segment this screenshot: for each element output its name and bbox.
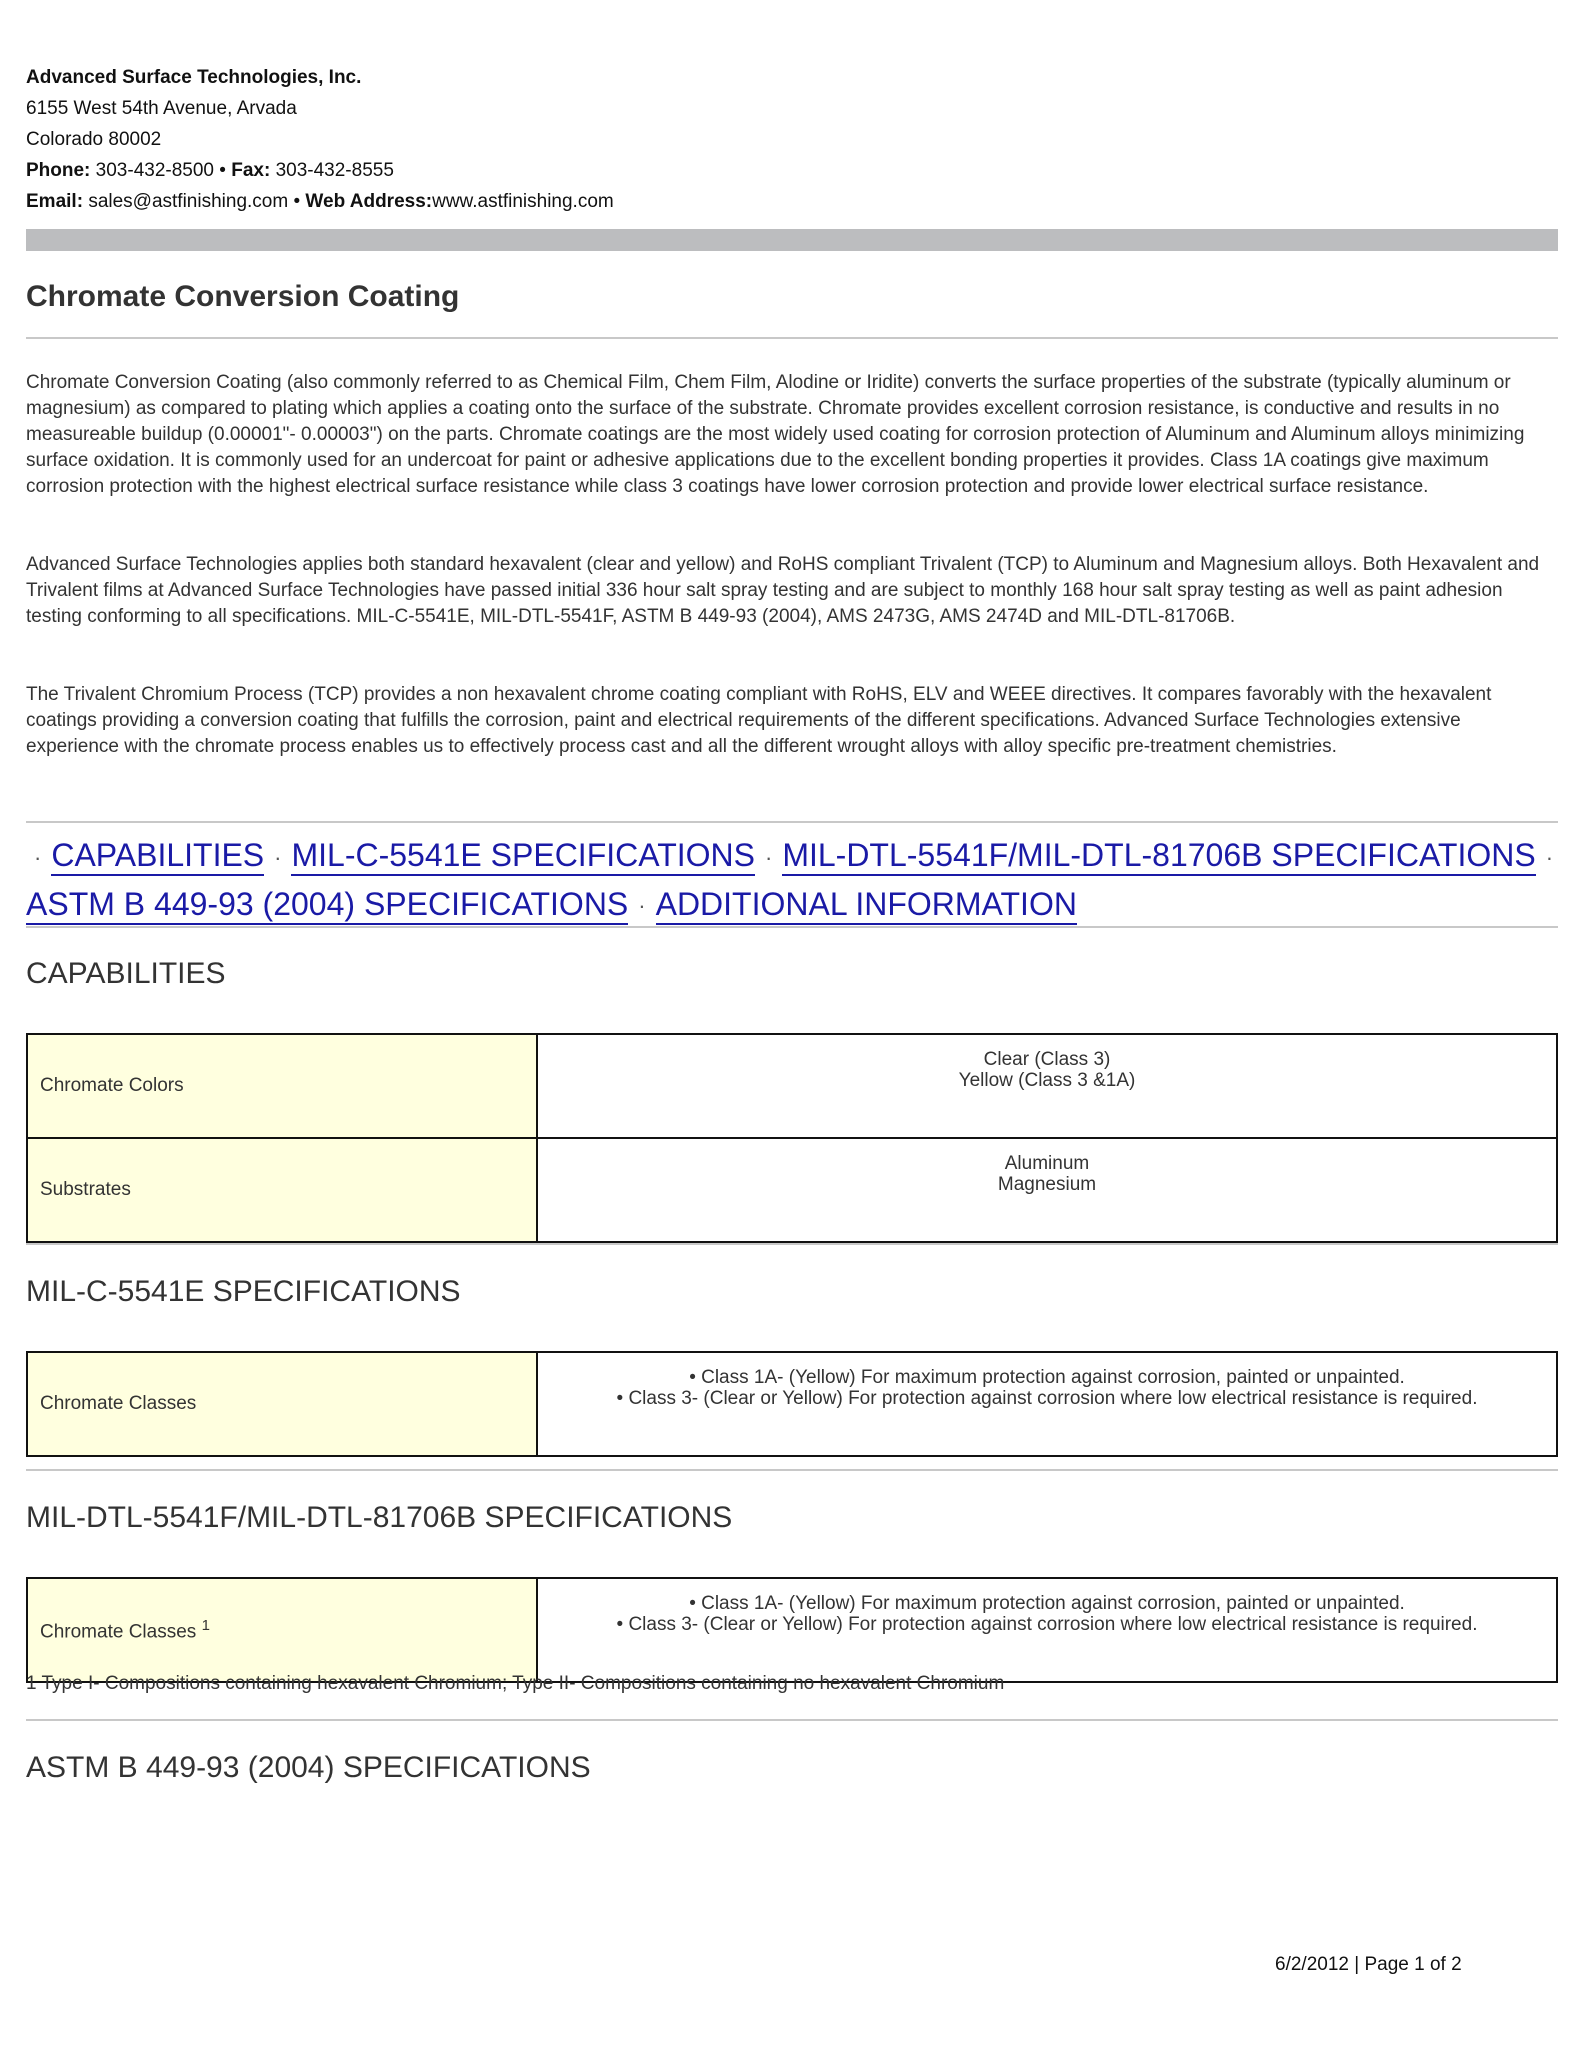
row-label: Chromate Classes <box>27 1352 537 1456</box>
page-title: Chromate Conversion Coating <box>26 280 460 313</box>
footer-date: 6/2/2012 <box>1275 1954 1349 1975</box>
nav-separator: · <box>1545 844 1554 870</box>
divider <box>26 337 1558 339</box>
nav-link-astm[interactable]: ASTM B 449-93 (2004) SPECIFICATIONS <box>26 886 628 925</box>
row-label: Chromate Colors <box>27 1034 537 1138</box>
table-row <box>27 1352 1557 1456</box>
web-value: www.astfinishing.com <box>432 191 614 212</box>
value-line: Clear (Class 3) <box>983 1049 1111 1070</box>
phone-value: 303-432-8500 <box>95 160 214 181</box>
footnote-mark: 1 <box>201 1616 210 1634</box>
row-value <box>537 1138 1557 1242</box>
footnote: 1 Type I- Compositions containing hexavalent Chromium; Type II- Compositions containing no hexavalent Chromium <box>26 1673 1005 1694</box>
header-divider-bar <box>26 229 1558 251</box>
separator: • <box>288 191 306 212</box>
row-value <box>537 1352 1557 1456</box>
footer-separator: | <box>1348 1954 1365 1975</box>
row-label: Substrates <box>27 1138 537 1242</box>
tcp-paragraph: The Trivalent Chromium Process (TCP) provides a non hexavalent chrome coating compliant with RoHS, ELV and WEEE directives. It compares favorably with the hexavalent coatings providing a conversion coating that fulfills the corrosion, paint and electrical requirements of the different specifications. Advanced Surface Technologies extensive experience with the chromate process enables us to effectively process cast and all the different wrought alloys with alloy specific pre-treatment chemistries. <box>26 684 1492 757</box>
divider <box>26 1469 1558 1471</box>
nav-separator: · <box>34 844 42 870</box>
nav-separator: · <box>764 844 773 870</box>
company-name: Advanced Surface Technologies, Inc. <box>26 67 362 88</box>
nav-link-capabilities[interactable]: CAPABILITIES <box>51 837 264 876</box>
row-label <box>27 1578 537 1682</box>
email-web-line <box>26 186 614 217</box>
row-value <box>537 1034 1557 1138</box>
address-line-2: Colorado 80002 <box>26 129 162 150</box>
page-footer <box>1275 1954 1462 1976</box>
divider <box>26 1243 1558 1245</box>
capabilities-table <box>26 1033 1558 1243</box>
nav-separator: · <box>638 893 646 919</box>
table-row <box>27 1034 1557 1138</box>
row-label-text: Chromate Classes <box>40 1621 197 1643</box>
email-value: sales@astfinishing.com <box>88 191 289 212</box>
process-paragraph: Advanced Surface Technologies applies both standard hexavalent (clear and yellow) and RoHS compliant Trivalent (TCP) to Aluminum and Magnesium alloys. Both Hexavalent and Trivalent films at Advanced Surface Technologies have passed initial 336 hour salt spray testing and are subject to monthly 168 hour salt spray testing as well as paint adhesion testing conforming to all specifications. MIL-C-5541E, MIL-DTL-5541F, ASTM B 449-93 (2004), AMS 2473G, AMS 2474D and MIL-DTL-81706B. <box>26 554 1540 627</box>
mil-c-heading: MIL-C-5541E SPECIFICATIONS <box>26 1275 461 1308</box>
phone-label: Phone: <box>26 160 91 181</box>
nav-link-mil-c-5541e[interactable]: MIL-C-5541E SPECIFICATIONS <box>291 837 755 876</box>
bullet-item: • Class 3- (Clear or Yellow) For protection against corrosion where low electrical resistance is required. <box>616 1388 1478 1409</box>
company-info <box>26 62 614 217</box>
divider <box>26 926 1558 928</box>
mil-c-table <box>26 1351 1558 1457</box>
value-line: Aluminum <box>1004 1153 1090 1174</box>
bullet-item: • Class 1A- (Yellow) For maximum protection against corrosion, painted or unpainted. <box>689 1593 1405 1614</box>
bullet-item: • Class 3- (Clear or Yellow) For protection against corrosion where low electrical resistance is required. <box>616 1614 1478 1635</box>
page-number: Page 1 of 2 <box>1364 1954 1462 1975</box>
web-label: Web Address: <box>305 191 433 212</box>
email-label: Email: <box>26 191 84 212</box>
nav-link-additional-info[interactable]: ADDITIONAL INFORMATION <box>656 886 1077 925</box>
fax-value: 303-432-8555 <box>275 160 394 181</box>
nav-link-mil-dtl[interactable]: MIL-DTL-5541F/MIL-DTL-81706B SPECIFICATIONS <box>782 837 1535 876</box>
fax-label: Fax: <box>231 160 271 181</box>
row-value <box>537 1578 1557 1682</box>
table-row <box>27 1138 1557 1242</box>
astm-heading: ASTM B 449-93 (2004) SPECIFICATIONS <box>26 1751 591 1784</box>
divider <box>26 1719 1558 1721</box>
bullet-item: • Class 1A- (Yellow) For maximum protection against corrosion, painted or unpainted. <box>689 1367 1405 1388</box>
section-nav <box>26 832 1566 929</box>
mil-dtl-heading: MIL-DTL-5541F/MIL-DTL-81706B SPECIFICATIONS <box>26 1501 733 1534</box>
separator: • <box>214 160 232 181</box>
nav-separator: · <box>274 844 282 870</box>
capabilities-heading: CAPABILITIES <box>26 957 226 990</box>
intro-paragraph: Chromate Conversion Coating (also commonly referred to as Chemical Film, Chem Film, Alodine or Iridite) converts the surface properties of the substrate (typically aluminum or magnesium) as compared to plating which applies a coating onto the surface of the substrate. Chromate provides excellent corrosion resistance, is conductive and results in no measureable buildup (0.00001"- 0.00003") on the parts. Chromate coatings are the most widely used coating for corrosion protection of Aluminum and Aluminum alloys minimizing surface oxidation. It is commonly used for an undercoat for paint or adhesive applications due to the excellent bonding properties it provides. Class 1A coatings give maximum corrosion protection with the highest electrical surface resistance while class 3 coatings have lower corrosion protection and provide lower electrical surface resistance. <box>26 372 1525 497</box>
mil-dtl-table <box>26 1577 1558 1683</box>
divider <box>26 821 1558 823</box>
address-line-1: 6155 West 54th Avenue, Arvada <box>26 98 297 119</box>
value-line: Yellow (Class 3 &1A) <box>958 1070 1136 1091</box>
phone-fax-line <box>26 155 614 186</box>
table-row <box>27 1578 1557 1682</box>
value-line: Magnesium <box>997 1174 1097 1195</box>
